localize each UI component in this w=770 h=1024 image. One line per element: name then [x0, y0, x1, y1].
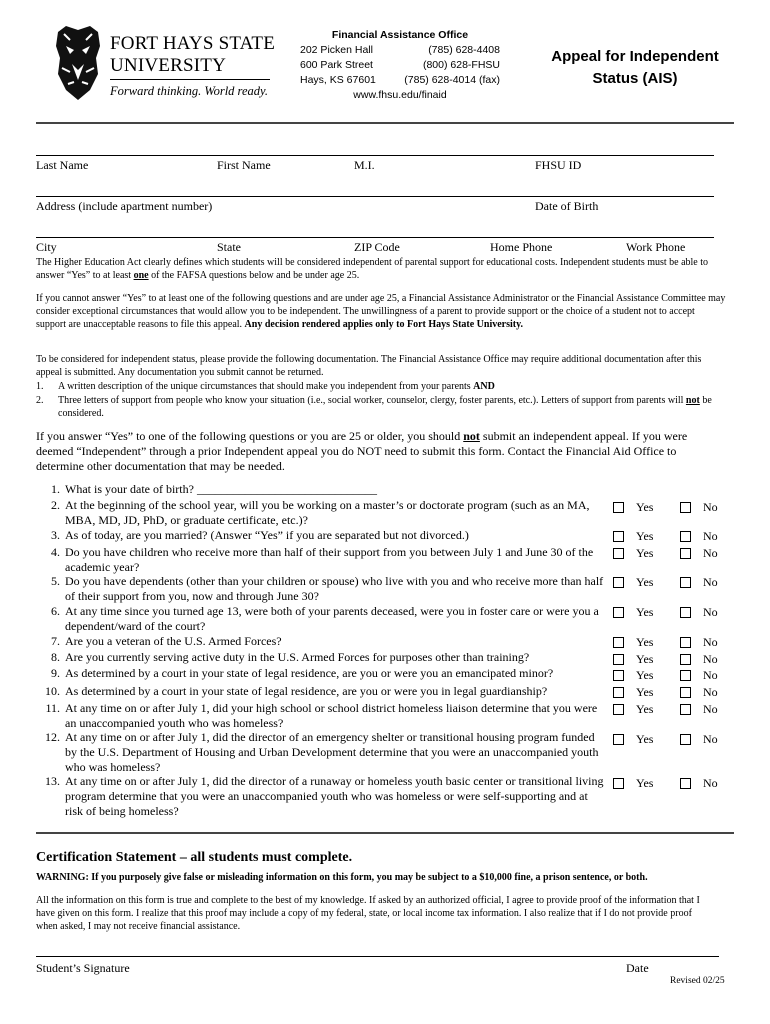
dob-label: Date of Birth	[535, 199, 599, 213]
signature-line[interactable]	[36, 956, 719, 957]
no-option[interactable]	[680, 529, 718, 543]
no-option[interactable]	[680, 685, 718, 699]
form-title-line1: Appeal for Independent	[551, 48, 719, 65]
certification-body: All the information on this form is true and complete to the best of my knowledge. If asked by an authorized official, I agree to provide proof of the information that I have given on this form. I realize that this proof may include a copy of my federal, state, or local income tax information. I also realize that if I do not provide proof when asked, I may not receive financial assistance.	[36, 895, 700, 932]
no-checkbox[interactable]	[680, 778, 691, 789]
form-title-line2: Status (AIS)	[592, 70, 678, 87]
yes-checkbox[interactable]	[613, 670, 624, 681]
yes-label: Yes	[636, 702, 654, 716]
question-text: At the beginning of the school year, will you be working on a master’s or doctorate program (such as an MA, MBA, MD, JD, PhD, or graduate certificate, etc.)?	[65, 498, 590, 527]
yes-checkbox[interactable]	[613, 704, 624, 715]
intro-paragraph-2: If you cannot answer “Yes” to at least one of the following questions and are under age 25, a Financial Assistance Administrator or the Financial Assistance Committee may consider exceptional circumstances that would allow you to be independent. The unwillingness of a parent to provide support or the choice of a student not to accept support are unacceptable reasons to file this appeal. Any decision rendered applies only to Fort Hays State University.	[36, 293, 726, 330]
no-option[interactable]	[680, 652, 718, 666]
name-line[interactable]	[36, 155, 714, 156]
no-option[interactable]	[680, 776, 718, 790]
yes-label: Yes	[636, 776, 654, 790]
no-option[interactable]	[680, 575, 718, 589]
no-label: No	[703, 546, 718, 560]
no-label: No	[703, 732, 718, 746]
question-text: At any time on or after July 1, did the director of an emergency shelter or transitional housing program funded by the U.S. Department of Housing and Urban Development determine that you were an unaccompanied youth who was homeless?	[65, 730, 599, 774]
state-label: State	[217, 240, 241, 254]
office-address-1: 202 Picken Hall	[300, 44, 373, 56]
yes-option[interactable]	[613, 685, 653, 699]
university-name-line2: UNIVERSITY	[110, 55, 226, 76]
form-title	[540, 46, 730, 90]
yes-option[interactable]	[613, 529, 653, 543]
yes-option[interactable]	[613, 546, 653, 560]
intro-paragraph-1: The Higher Education Act clearly defines which students will be considered independent of parental support for educational costs. Independent students must be able to answer “Yes” to at least one of the FAFSA questions below and be under age 25.	[36, 257, 709, 281]
yes-checkbox[interactable]	[613, 687, 624, 698]
yes-label: Yes	[636, 635, 654, 649]
yes-label: Yes	[636, 652, 654, 666]
mi-label: M.I.	[354, 158, 375, 172]
office-title: Financial Assistance Office	[331, 29, 469, 41]
no-checkbox[interactable]	[680, 607, 691, 618]
address-label: Address (include apartment number)	[36, 199, 213, 213]
yes-option[interactable]	[613, 635, 653, 649]
yes-checkbox[interactable]	[613, 654, 624, 665]
question-number: 8.	[51, 650, 60, 664]
university-tagline: Forward thinking. World ready.	[110, 84, 268, 98]
no-checkbox[interactable]	[680, 548, 691, 559]
no-label: No	[703, 776, 718, 790]
yes-option[interactable]	[613, 575, 653, 589]
no-option[interactable]	[680, 668, 718, 682]
zip-label: ZIP Code	[354, 240, 400, 254]
fhsu-id-label: FHSU ID	[535, 158, 582, 172]
yes-option[interactable]	[613, 732, 653, 746]
question-number: 2.	[51, 498, 60, 512]
question-number: 7.	[51, 634, 60, 648]
question-number: 4.	[51, 545, 60, 559]
city-line[interactable]	[36, 237, 714, 238]
no-checkbox[interactable]	[680, 531, 691, 542]
no-label: No	[703, 529, 718, 543]
doc-item-1: 1. A written description of the unique circumstances that should make you independent from your parents AND	[36, 381, 495, 392]
yes-label: Yes	[636, 529, 654, 543]
question-text: Are you a veteran of the U.S. Armed Forces?	[65, 634, 282, 648]
question-number: 3.	[51, 528, 60, 542]
university-name-line1: FORT HAYS STATE	[110, 33, 276, 54]
yes-checkbox[interactable]	[613, 607, 624, 618]
office-address-3: Hays, KS 67601	[300, 74, 376, 86]
question-text: As of today, are you married? (Answer “Yes” if you are separated but not divorced.)	[65, 528, 469, 542]
yes-checkbox[interactable]	[613, 577, 624, 588]
first-name-label: First Name	[217, 158, 271, 172]
no-option[interactable]	[680, 546, 718, 560]
yes-option[interactable]	[613, 652, 653, 666]
no-option[interactable]	[680, 500, 718, 514]
office-address-2: 600 Park Street	[300, 59, 373, 71]
no-checkbox[interactable]	[680, 734, 691, 745]
yes-option[interactable]	[613, 605, 653, 619]
address-line[interactable]	[36, 196, 714, 197]
question-text: At any time on or after July 1, did the director of a runaway or homeless youth basic center or transitional living program determine that you were an unaccompanied youth who was homeless or were self-supporting and at risk of being homeless?	[65, 774, 604, 818]
yes-option[interactable]	[613, 500, 653, 514]
date-label: Date	[626, 961, 649, 975]
office-phone-2: (800) 628-FHSU	[422, 59, 500, 71]
logo-divider	[110, 79, 270, 80]
no-checkbox[interactable]	[680, 687, 691, 698]
office-contact-block	[300, 28, 500, 103]
no-label: No	[703, 685, 718, 699]
no-option[interactable]	[680, 732, 718, 746]
no-option[interactable]	[680, 702, 718, 716]
signature-label: Student’s Signature	[36, 961, 130, 975]
office-website: www.fhsu.edu/finaid	[353, 89, 447, 101]
question-number: 6.	[51, 604, 60, 618]
yes-label: Yes	[636, 500, 654, 514]
yes-label: Yes	[636, 685, 654, 699]
yes-label: Yes	[636, 732, 654, 746]
yes-option[interactable]	[613, 702, 653, 716]
doc-item-2: 2. Three letters of support from people who know your situation (i.e., social worker, counselor, clergy, foster parents, etc.). Letters of support from parents will not be considered.	[36, 395, 712, 419]
no-option[interactable]	[680, 635, 718, 649]
question-text: Do you have dependents (other than your children or spouse) who live with you and who receive more than half of their support from you, now and through June 30?	[65, 574, 604, 603]
yes-checkbox[interactable]	[613, 734, 624, 745]
question-text: Do you have children who receive more than half of their support from you between July 1 and June 30 of the academic year?	[65, 545, 594, 574]
yes-checkbox[interactable]	[613, 502, 624, 513]
no-label: No	[703, 575, 718, 589]
no-label: No	[703, 702, 718, 716]
no-label: No	[703, 635, 718, 649]
question-number: 5.	[51, 574, 60, 588]
home-phone-label: Home Phone	[490, 240, 553, 254]
certification-divider	[36, 832, 734, 834]
certification-title: Certification Statement – all students must complete.	[36, 850, 353, 865]
yes-label: Yes	[636, 668, 654, 682]
question-number: 1.	[51, 482, 60, 496]
yes-option[interactable]	[613, 668, 653, 682]
yes-label: Yes	[636, 605, 654, 619]
yes-checkbox[interactable]	[613, 531, 624, 542]
university-logo	[52, 24, 276, 104]
work-phone-label: Work Phone	[626, 240, 686, 254]
yes-checkbox[interactable]	[613, 637, 624, 648]
tiger-logo-icon	[52, 24, 104, 102]
question-text: At any time on or after July 1, did your high school or school district homeless liaison determine that you were an unaccompanied youth who was homeless?	[65, 701, 598, 730]
office-fax: (785) 628-4014 (fax)	[404, 74, 500, 86]
yes-option[interactable]	[613, 776, 653, 790]
revised-date: Revised 02/25	[670, 976, 725, 986]
question-number: 9.	[51, 666, 60, 680]
question-number: 13.	[45, 774, 60, 788]
question-number: 11.	[45, 701, 60, 715]
yes-checkbox[interactable]	[613, 778, 624, 789]
no-option[interactable]	[680, 605, 718, 619]
no-checkbox[interactable]	[680, 577, 691, 588]
question-text: As determined by a court in your state of legal residence, are you or were you an emancipated minor?	[65, 666, 554, 680]
question-text: At any time since you turned age 13, were both of your parents deceased, were you in foster care or were you a dependent/ward of the court?	[65, 604, 599, 633]
header-divider	[36, 122, 734, 124]
no-checkbox[interactable]	[680, 654, 691, 665]
question-number: 12.	[45, 730, 60, 744]
yes-checkbox[interactable]	[613, 548, 624, 559]
no-label: No	[703, 652, 718, 666]
no-label: No	[703, 605, 718, 619]
no-checkbox[interactable]	[680, 704, 691, 715]
no-label: No	[703, 668, 718, 682]
city-label: City	[36, 240, 57, 254]
yes-label: Yes	[636, 546, 654, 560]
question-text: As determined by a court in your state of legal residence, are you or were you in legal guardianship?	[65, 684, 548, 698]
no-checkbox[interactable]	[680, 637, 691, 648]
intro-paragraph-4: If you answer “Yes” to one of the following questions or you are 25 or older, you should not submit an independent appeal. If you were deemed “Independent” through a prior Independent appeal you do NOT need to submit this form. Contact the Financial Aid Office to determine other documentation that may be needed.	[36, 429, 688, 473]
office-phone-1: (785) 628-4408	[428, 44, 500, 56]
certification-warning: WARNING: If you purposely give false or misleading information on this form, you may be subject to a $10,000 fine, a prison sentence, or both.	[36, 872, 648, 883]
no-label: No	[703, 500, 718, 514]
question-text: Are you currently serving active duty in the U.S. Armed Forces for purposes other than training?	[65, 650, 530, 664]
no-checkbox[interactable]	[680, 502, 691, 513]
question-text: What is your date of birth? ______________________________	[65, 482, 377, 496]
last-name-label: Last Name	[36, 158, 89, 172]
question-number: 10.	[45, 684, 60, 698]
yes-label: Yes	[636, 575, 654, 589]
intro-paragraph-3: To be considered for independent status, please provide the following documentation. The Financial Assistance Office may require additional documentation after this appeal is submitted. Any documentation you submit cannot be returned.	[36, 354, 702, 378]
no-checkbox[interactable]	[680, 670, 691, 681]
